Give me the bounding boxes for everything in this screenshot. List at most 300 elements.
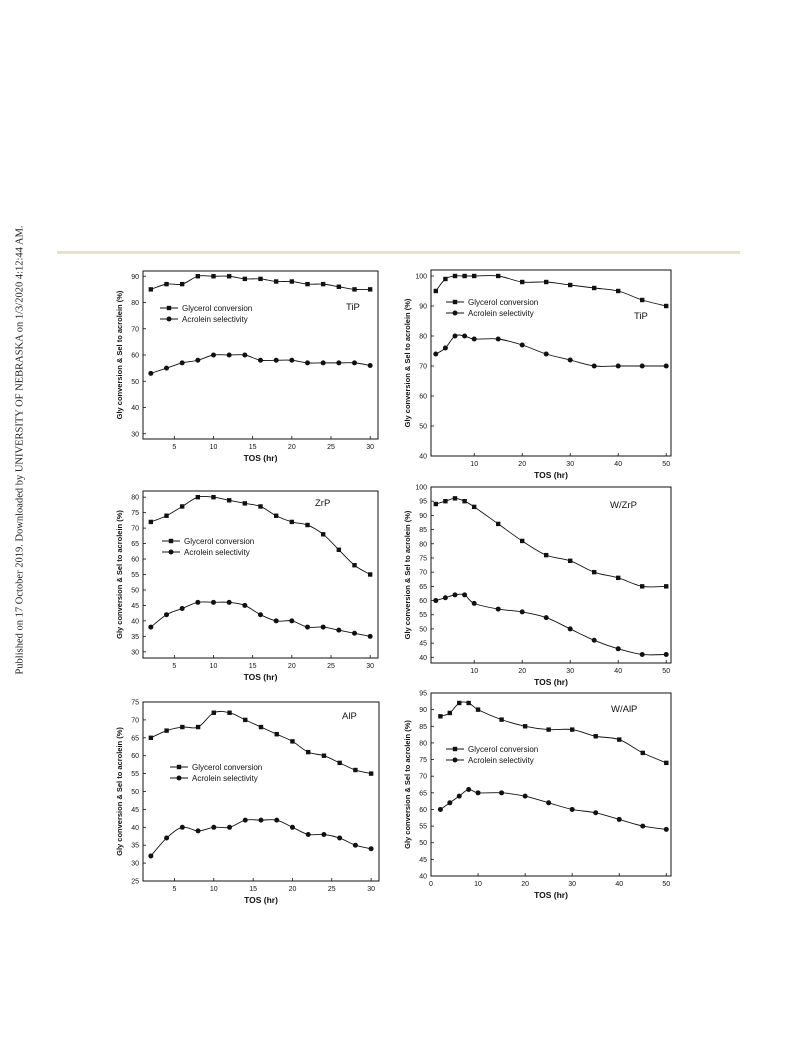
x-tick-label: 20 [521,881,530,888]
data-point [352,631,357,636]
y-tick-label: 25 [131,878,139,886]
x-tick-label: 50 [662,881,671,888]
y-tick-label: 40 [419,873,427,881]
y-tick-label: 60 [131,352,139,360]
y-tick-label: 60 [419,598,427,606]
data-point [499,790,504,795]
y-tick-label: 65 [419,583,427,591]
series-glycerol-conversion [149,495,373,577]
data-point [180,825,185,830]
y-tick-label: 45 [131,602,139,610]
legend-label: Acrolein selectivity [192,774,258,783]
x-tick-label: 10 [209,886,218,893]
chart-alp [110,694,395,912]
data-point [258,358,263,363]
data-point [258,277,262,281]
plot-frame [431,487,671,663]
data-point [164,514,168,518]
data-point [472,274,476,278]
y-tick-label: 90 [419,512,427,520]
data-point [664,761,668,765]
legend-marker [169,539,173,543]
data-point [520,539,524,543]
y-tick-label: 45 [419,856,427,864]
y-tick-label: 75 [131,699,139,707]
legend-marker [177,765,181,769]
x-axis-label: TOS (hr) [244,895,278,905]
data-point [290,825,295,830]
data-point [462,334,467,339]
data-point [443,499,447,503]
y-tick-label: 80 [131,300,139,307]
x-tick-label: 40 [614,461,623,468]
y-tick-label: 30 [131,860,139,868]
x-tick-label: 10 [209,663,218,670]
data-point [457,794,462,799]
y-tick-label: 50 [131,789,139,796]
data-point [568,358,573,363]
x-tick-label: 10 [474,881,482,888]
data-point [496,337,501,342]
data-point [570,807,575,812]
plot-frame [143,491,378,658]
side-note-text: Published on 17 October 2019. Downloaded by UNIVERSITY OF NEBRASKA on 1/3/2020 4:12:44 AM. [14,225,26,675]
data-point [227,711,231,715]
chart-tip-left [110,265,395,480]
data-point [453,592,458,597]
series-acrolein-selectivity [438,787,669,832]
data-point [305,523,309,527]
data-point [321,282,325,286]
legend-label: Glycerol conversion [182,304,253,313]
data-point [274,358,279,363]
data-point [337,285,341,289]
data-point [496,274,500,278]
data-point [274,279,278,283]
legend-marker [177,776,182,781]
data-point [546,727,550,731]
data-point [196,495,200,499]
data-point [306,832,311,837]
data-point [211,600,216,605]
y-tick-label: 45 [419,640,427,648]
data-point [496,607,501,612]
y-tick-label: 95 [419,690,427,698]
data-point [593,810,598,815]
data-point [259,818,264,823]
data-point [640,824,645,829]
data-point [568,283,572,287]
header-rule [57,251,740,254]
y-tick-label: 30 [131,431,139,439]
series-glycerol-conversion [149,274,373,292]
data-point [321,832,326,837]
data-point [321,532,325,536]
y-tick-label: 50 [131,378,139,386]
legend-marker [453,300,457,304]
data-point [180,606,185,611]
x-tick-label: 10 [209,444,218,451]
series-line [436,594,666,655]
data-point [195,358,200,363]
data-point [476,707,480,711]
data-point [148,625,153,630]
data-point [640,652,645,657]
data-point [290,520,294,524]
x-tick-label: 30 [566,461,575,468]
data-point [195,600,200,605]
data-point [211,274,215,278]
data-point [453,334,458,339]
y-tick-label: 65 [131,735,139,743]
x-tick-label: 5 [172,663,177,670]
data-point [196,274,200,278]
y-tick-label: 90 [131,273,139,281]
data-point [462,499,466,503]
data-point [523,794,528,799]
data-point [305,360,310,365]
catalyst-label: TiP [346,302,360,313]
data-point [164,836,169,841]
data-point [275,732,279,736]
y-tick-label: 70 [131,525,139,533]
data-point [321,360,326,365]
y-tick-label: 70 [419,363,427,371]
data-point [434,502,438,506]
data-point [289,358,294,363]
data-point [259,725,263,729]
data-point [290,739,294,743]
x-tick-label: 20 [287,444,296,451]
x-tick-label: 30 [366,663,375,670]
data-point [305,625,310,630]
data-point [664,827,669,832]
data-point [227,498,231,502]
data-point [453,496,457,500]
data-point [570,727,574,731]
legend-label: Acrolein selectivity [182,315,248,324]
data-point [438,714,442,718]
data-point [466,787,471,792]
data-point [568,559,572,563]
data-point [164,612,169,617]
data-point [447,800,452,805]
series-acrolein-selectivity [433,334,668,369]
y-tick-label: 55 [131,572,139,579]
data-point [568,626,573,631]
data-point [243,277,247,281]
x-tick-label: 30 [566,668,575,675]
data-point [336,628,341,633]
y-tick-label: 75 [419,757,427,765]
x-axis-label: TOS (hr) [534,470,568,480]
data-point [617,817,622,822]
data-point [180,725,184,729]
data-point [438,807,443,812]
data-point [149,736,153,740]
y-tick-label: 65 [419,790,427,798]
y-axis-label: Gly conversion & Sel to acrolein (%) [115,290,124,420]
y-tick-label: 100 [415,484,427,492]
data-point [196,725,200,729]
x-tick-label: 15 [249,886,258,893]
data-point [368,287,372,291]
data-point [520,280,524,284]
y-tick-label: 55 [131,771,139,779]
y-tick-label: 80 [419,541,427,549]
data-point [352,287,356,291]
data-point [227,600,232,605]
series-line [436,335,666,366]
data-point [433,352,438,357]
y-tick-label: 50 [419,626,427,634]
data-point [640,584,644,588]
x-axis-label: TOS (hr) [534,677,568,687]
y-axis-label: Gly conversion & Sel to acrolein (%) [403,298,412,428]
data-point [369,846,374,851]
legend-label: Glycerol conversion [468,298,539,307]
y-tick-label: 40 [131,405,139,412]
data-point [148,853,153,858]
data-point [640,364,645,369]
data-point [337,836,342,841]
series-acrolein-selectivity [433,592,668,657]
catalyst-label: ZrP [315,498,331,509]
legend-label: Glycerol conversion [184,537,255,546]
data-point [353,768,357,772]
data-point [544,280,548,284]
chart-wzrp [398,479,683,699]
y-tick-label: 70 [419,773,427,781]
data-point [306,750,310,754]
data-point [520,343,525,348]
y-tick-label: 80 [419,333,427,341]
data-point [369,771,373,775]
y-tick-label: 60 [419,393,427,401]
catalyst-label: AlP [342,711,357,722]
data-point [353,843,358,848]
data-point [616,364,621,369]
y-tick-label: 85 [419,527,427,535]
series-acrolein-selectivity [148,818,373,859]
data-point [148,371,153,376]
data-point [496,522,500,526]
data-point [149,520,153,524]
y-tick-label: 55 [419,612,427,620]
plot-frame [431,693,671,876]
data-point [476,790,481,795]
chart-tip-right [398,262,683,480]
y-tick-label: 55 [419,823,427,831]
data-point [212,711,216,715]
y-tick-label: 75 [131,510,139,518]
data-point [180,360,185,365]
x-tick-label: 5 [172,886,177,893]
data-point [368,363,373,368]
side-note [13,190,27,710]
data-point [544,352,549,357]
data-point [641,751,645,755]
x-tick-label: 10 [470,461,479,468]
x-tick-label: 0 [429,881,433,888]
data-point [664,304,668,308]
data-point [274,818,279,823]
data-point [523,724,527,728]
data-point [196,828,201,833]
data-point [290,279,294,283]
data-point [544,615,549,620]
y-tick-label: 60 [131,556,139,564]
y-tick-label: 35 [131,842,139,850]
x-tick-label: 20 [518,668,527,675]
y-tick-label: 70 [419,569,427,577]
data-point [443,346,448,351]
data-point [211,495,215,499]
data-point [472,601,477,606]
data-point [274,514,278,518]
legend-label: Acrolein selectivity [468,309,534,318]
x-axis-label: TOS (hr) [243,453,278,463]
y-axis-label: Gly conversion & Sel to acrolein (%) [115,727,124,856]
data-point [546,800,551,805]
data-point [149,287,153,291]
y-tick-label: 50 [419,840,427,848]
data-point [592,364,597,369]
x-tick-label: 5 [172,444,177,451]
x-tick-label: 30 [367,886,376,893]
y-tick-label: 80 [419,740,427,748]
x-tick-label: 50 [662,668,671,675]
x-tick-label: 15 [248,663,257,670]
data-point [242,603,247,608]
y-tick-label: 40 [131,824,139,832]
series-line [440,789,666,829]
data-point [462,592,467,597]
x-tick-label: 20 [518,461,527,468]
chart-walp [398,690,683,911]
data-point [227,353,232,358]
data-point [616,289,620,293]
data-point [227,825,232,830]
y-axis-label: Gly conversion & Sel to acrolein (%) [403,510,412,640]
data-point [305,282,309,286]
chart-zrp [110,483,395,698]
data-point [336,360,341,365]
y-axis-label: Gly conversion & Sel to acrolein (%) [403,720,412,849]
x-tick-label: 10 [470,668,479,675]
x-tick-label: 25 [327,663,335,670]
legend-marker [453,747,457,751]
data-point [211,825,216,830]
data-point [337,548,341,552]
data-point [592,570,596,574]
data-point [664,652,669,657]
data-point [462,274,466,278]
x-axis-label: TOS (hr) [534,890,568,900]
data-point [594,734,598,738]
data-point [368,572,372,576]
data-point [472,337,477,342]
data-point [322,754,326,758]
y-tick-label: 50 [419,423,427,431]
data-point [453,274,457,278]
legend-marker [453,311,458,316]
data-point [211,353,216,358]
data-point [337,761,341,765]
data-point [640,298,644,302]
x-tick-label: 50 [662,461,671,468]
y-tick-label: 40 [131,618,139,626]
data-point [443,277,447,281]
x-tick-label: 30 [366,444,375,451]
x-axis-label: TOS (hr) [243,672,278,682]
series-acrolein-selectivity [148,353,372,376]
data-point [664,364,669,369]
catalyst-label: W/ZrP [610,500,637,511]
data-point [472,505,476,509]
legend-marker [167,306,171,310]
data-point [368,634,373,639]
data-point [434,289,438,293]
data-point [457,701,461,705]
y-tick-label: 40 [419,453,427,461]
y-tick-label: 70 [131,326,139,334]
catalyst-label: W/AlP [611,704,638,715]
data-point [227,274,231,278]
data-point [243,501,247,505]
legend-label: Glycerol conversion [192,763,263,772]
x-tick-label: 25 [327,444,335,451]
legend-label: Acrolein selectivity [468,756,534,765]
catalyst-label: TiP [634,311,648,322]
data-point [520,609,525,614]
data-point [499,717,503,721]
y-axis-label: Gly conversion & Sel to acrolein (%) [115,510,124,639]
data-point [617,737,621,741]
data-point [433,598,438,603]
y-tick-label: 45 [131,806,139,814]
data-point [258,612,263,617]
data-point [258,504,262,508]
data-point [180,282,184,286]
y-tick-label: 60 [131,753,139,761]
y-tick-label: 100 [415,273,427,281]
data-point [274,618,279,623]
data-point [242,353,247,358]
data-point [180,504,184,508]
legend-marker [453,758,458,763]
y-tick-label: 70 [131,717,139,725]
legend-label: Glycerol conversion [468,745,539,754]
data-point [164,728,168,732]
y-tick-label: 60 [419,806,427,814]
y-tick-label: 90 [419,707,427,715]
series-acrolein-selectivity [148,600,372,639]
data-point [164,282,168,286]
x-tick-label: 40 [614,668,623,675]
data-point [664,584,668,588]
x-tick-label: 30 [568,881,577,888]
x-tick-label: 40 [615,881,624,888]
data-point [243,718,247,722]
data-point [616,576,620,580]
series-line [436,498,666,587]
data-point [243,818,248,823]
y-tick-label: 80 [131,494,139,502]
data-point [289,618,294,623]
y-tick-label: 40 [419,654,427,662]
legend-marker [167,317,172,322]
